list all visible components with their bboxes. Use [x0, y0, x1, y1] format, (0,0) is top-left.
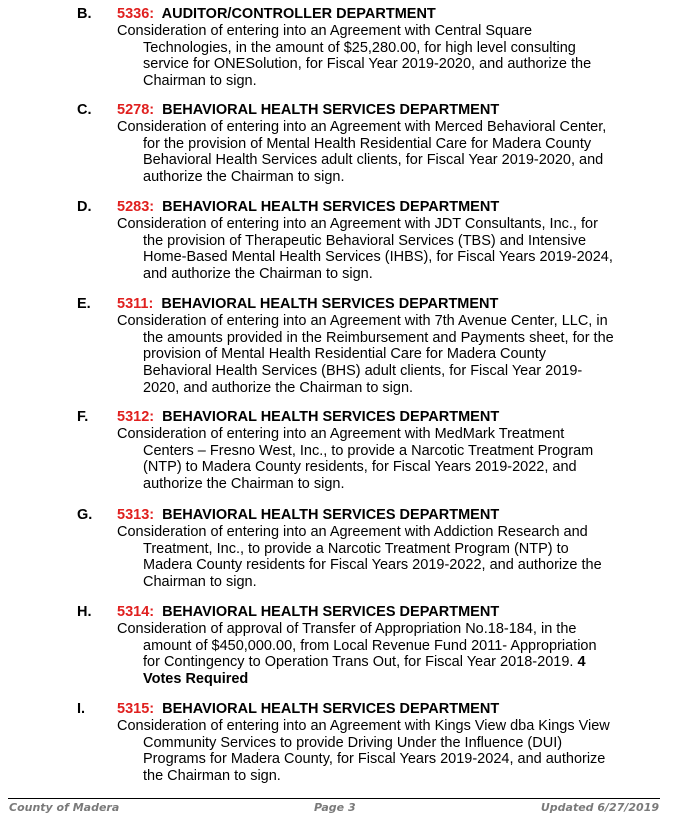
description-text: the Chairman to sign. [143, 768, 281, 785]
description-text: Consideration of entering into an Agreement with Addiction Research and [117, 524, 588, 540]
description-line [117, 557, 617, 574]
item-letter: F. [77, 409, 89, 425]
description-line [117, 735, 617, 752]
item-heading [117, 102, 499, 119]
description-text: Community Services to provide Driving Under the Influence (DUI) [143, 734, 563, 751]
item-description [117, 426, 617, 493]
description-line [117, 136, 617, 153]
description-line [117, 152, 617, 169]
item-department: BEHAVIORAL HEALTH SERVICES DEPARTMENT [162, 604, 500, 620]
description-text: Technologies, in the amount of $25,280.00, for high level consulting [143, 39, 576, 56]
description-line [117, 363, 617, 380]
description-line [117, 313, 617, 330]
item-department: BEHAVIORAL HEALTH SERVICES DEPARTMENT [162, 701, 500, 717]
item-description [117, 216, 617, 283]
description-text: Home-Based Mental Health Services (IHBS), for Fiscal Years 2019-2024, [143, 249, 613, 266]
item-heading [117, 6, 436, 23]
item-heading [117, 604, 499, 621]
item-number: 5311: [117, 296, 154, 312]
description-text: Consideration of entering into an Agreement with Central Square [117, 23, 533, 39]
description-line [117, 654, 617, 671]
description-line [117, 574, 617, 591]
description-text: and authorize the Chairman to sign. [143, 266, 373, 283]
description-line [117, 638, 617, 655]
item-description [117, 621, 617, 688]
description-line [117, 524, 617, 541]
item-letter: B. [77, 6, 92, 22]
description-line [117, 249, 617, 266]
item-heading [117, 199, 499, 216]
footer-updated-date: Updated 6/27/2019 [540, 801, 659, 814]
item-letter: G. [77, 507, 93, 523]
item-department: BEHAVIORAL HEALTH SERVICES DEPARTMENT [162, 102, 500, 118]
item-heading [117, 296, 498, 313]
description-line [117, 56, 617, 73]
description-text: Behavioral Health Services adult clients, for Fiscal Year 2019-2020, and [143, 152, 604, 169]
description-text: service for ONESolution, for Fiscal Year 2019-2020, and authorize the [143, 56, 592, 73]
description-line [117, 751, 617, 768]
description-line [117, 380, 617, 397]
description-text: authorize the Chairman to sign. [143, 476, 345, 493]
item-heading [117, 409, 499, 426]
description-text: for Contingency to Operation Trans Out, for Fiscal Year 2018-2019. [143, 654, 574, 671]
item-department: BEHAVIORAL HEALTH SERVICES DEPARTMENT [162, 199, 500, 215]
description-text: Consideration of entering into an Agreement with Merced Behavioral Center, [117, 119, 607, 135]
item-number: 5313: [117, 507, 155, 523]
item-description [117, 718, 617, 785]
description-line [117, 330, 617, 347]
votes-required-label: Votes Required [143, 671, 249, 688]
description-line [117, 216, 617, 233]
item-description [117, 23, 617, 90]
item-letter: C. [77, 102, 92, 118]
description-line [117, 718, 617, 735]
description-text: Chairman to sign. [143, 73, 257, 90]
description-text: Madera County residents for Fiscal Years 2019-2022, and authorize the [143, 557, 602, 574]
description-line [117, 476, 617, 493]
item-letter: D. [77, 199, 92, 215]
description-text: authorize the Chairman to sign. [143, 169, 345, 186]
description-text: Treatment, Inc., to provide a Narcotic Treatment Program (NTP) to [143, 540, 569, 557]
item-number: 5314: [117, 604, 155, 620]
description-line [117, 621, 617, 638]
description-text: Centers – Fresno West, Inc., to provide a Narcotic Treatment Program [143, 442, 594, 459]
description-line [117, 768, 617, 785]
description-line [117, 119, 617, 136]
description-text: the amounts provided in the Reimbursement and Payments sheet, for the [143, 329, 614, 346]
description-line [117, 40, 617, 57]
item-heading [117, 701, 499, 718]
item-department: BEHAVIORAL HEALTH SERVICES DEPARTMENT [161, 296, 499, 312]
description-text: Consideration of entering into an Agreement with 7th Avenue Center, LLC, in [117, 313, 608, 329]
item-letter: E. [77, 296, 91, 312]
description-text: Programs for Madera County, for Fiscal Years 2019-2024, and authorize [143, 751, 606, 768]
description-text: the provision of Therapeutic Behavioral Services (TBS) and Intensive [143, 232, 587, 249]
item-number: 5312: [117, 409, 155, 425]
item-department: BEHAVIORAL HEALTH SERVICES DEPARTMENT [162, 507, 500, 523]
item-letter: H. [77, 604, 92, 620]
description-text: Consideration of entering into an Agreement with Kings View dba Kings View [117, 718, 610, 734]
item-department: AUDITOR/CONTROLLER DEPARTMENT [161, 6, 436, 22]
description-line [117, 346, 617, 363]
item-number: 5278: [117, 102, 155, 118]
description-line [117, 459, 617, 476]
item-heading [117, 507, 499, 524]
description-line [117, 426, 617, 443]
description-text: Consideration of approval of Transfer of Appropriation No.18-184, in the [117, 621, 577, 637]
item-description [117, 119, 617, 186]
item-number: 5283: [117, 199, 155, 215]
votes-required-count: 4 [577, 654, 586, 671]
description-line [117, 541, 617, 558]
description-line [117, 266, 617, 283]
description-line [117, 73, 617, 90]
footer-page-number: Page 3 [314, 801, 356, 814]
description-text: 2020, and authorize the Chairman to sign. [143, 379, 414, 396]
description-text: amount of $450,000.00, from Local Revenue Fund 2011- Appropriation [143, 637, 597, 654]
item-number: 5315: [117, 701, 155, 717]
description-text: (NTP) to Madera County residents, for Fiscal Years 2019-2022, and [143, 459, 577, 476]
item-department: BEHAVIORAL HEALTH SERVICES DEPARTMENT [162, 409, 500, 425]
footer-rule [8, 798, 660, 799]
item-letter: I. [77, 701, 86, 717]
description-line [117, 443, 617, 460]
description-text: Consideration of entering into an Agreement with JDT Consultants, Inc., for [117, 216, 598, 232]
item-description [117, 524, 617, 591]
item-number: 5336: [117, 6, 155, 22]
description-text: Behavioral Health Services (BHS) adult clients, for Fiscal Year 2019- [143, 363, 583, 380]
description-line [117, 169, 617, 186]
footer-county: County of Madera [9, 801, 120, 814]
description-text: provision of Mental Health Residential Care for Madera County [143, 346, 546, 363]
description-text: for the provision of Mental Health Residential Care for Madera County [143, 135, 592, 152]
description-text: Consideration of entering into an Agreement with MedMark Treatment [117, 426, 565, 442]
item-description [117, 313, 617, 397]
description-line [117, 23, 617, 40]
description-line [117, 233, 617, 250]
description-text: Chairman to sign. [143, 574, 257, 591]
